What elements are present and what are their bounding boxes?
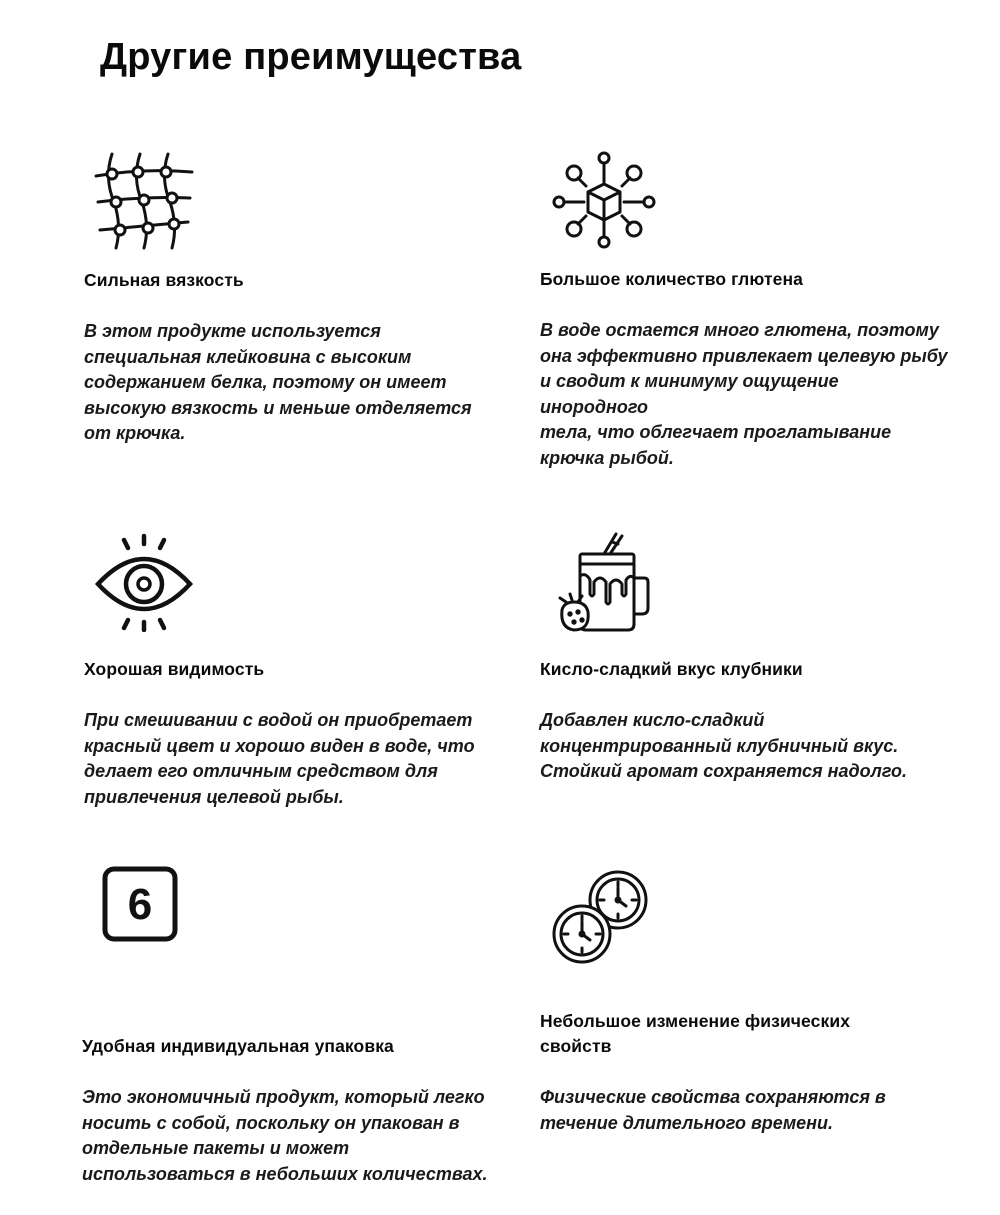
feature-description: Это экономичный продукт, который легко носить с собой, поскольку он упакован в отдельные пакеты и может использоваться в небольших количествах. [82,1087,488,1184]
feature-description: В воде остается много глютена, поэтому она эффективно привлекает целевую рыбу и сводит к минимуму ощущение инородного тела, что облегчает проглатывание крючка рыбой. [540,320,948,468]
number-six-label: 6 [127,880,153,929]
feature-title: Небольшое изменение физических свойств [540,1011,851,1056]
number-six-box-icon [102,866,178,942]
page-title: Другие преимущества [100,36,522,78]
net-icon [92,150,196,250]
feature-title: Кисло-сладкий вкус клубники [540,659,803,679]
eye-icon [92,532,196,632]
feature-title: Хорошая видимость [84,659,265,679]
feature-title: Удобная индивидуальная упаковка [82,1036,394,1056]
feature-title: Сильная вязкость [84,270,244,290]
feature-description: В этом продукте используется специальная клейковина с высоким содержанием белка, поэтому он имеет высокую вязкость и меньше отделяется от крючка. [84,321,472,443]
feature-description: При смешивании с водой он приобретает красный цвет и хорошо виден в воде, что делает его отличным средством для привлечения целевой рыбы. [84,710,475,807]
feature-title: Большое количество глютена [540,269,803,289]
feature-description: Добавлен кисло-сладкий концентрированный клубничный вкус. Стойкий аромат сохраняется надолго. [540,710,907,781]
two-clocks-icon [552,868,652,966]
feature-description: Физические свойства сохраняются в течение длительного времени. [540,1087,886,1133]
strawberry-smoothie-jar-icon [552,532,656,636]
cube-network-icon [552,150,656,250]
